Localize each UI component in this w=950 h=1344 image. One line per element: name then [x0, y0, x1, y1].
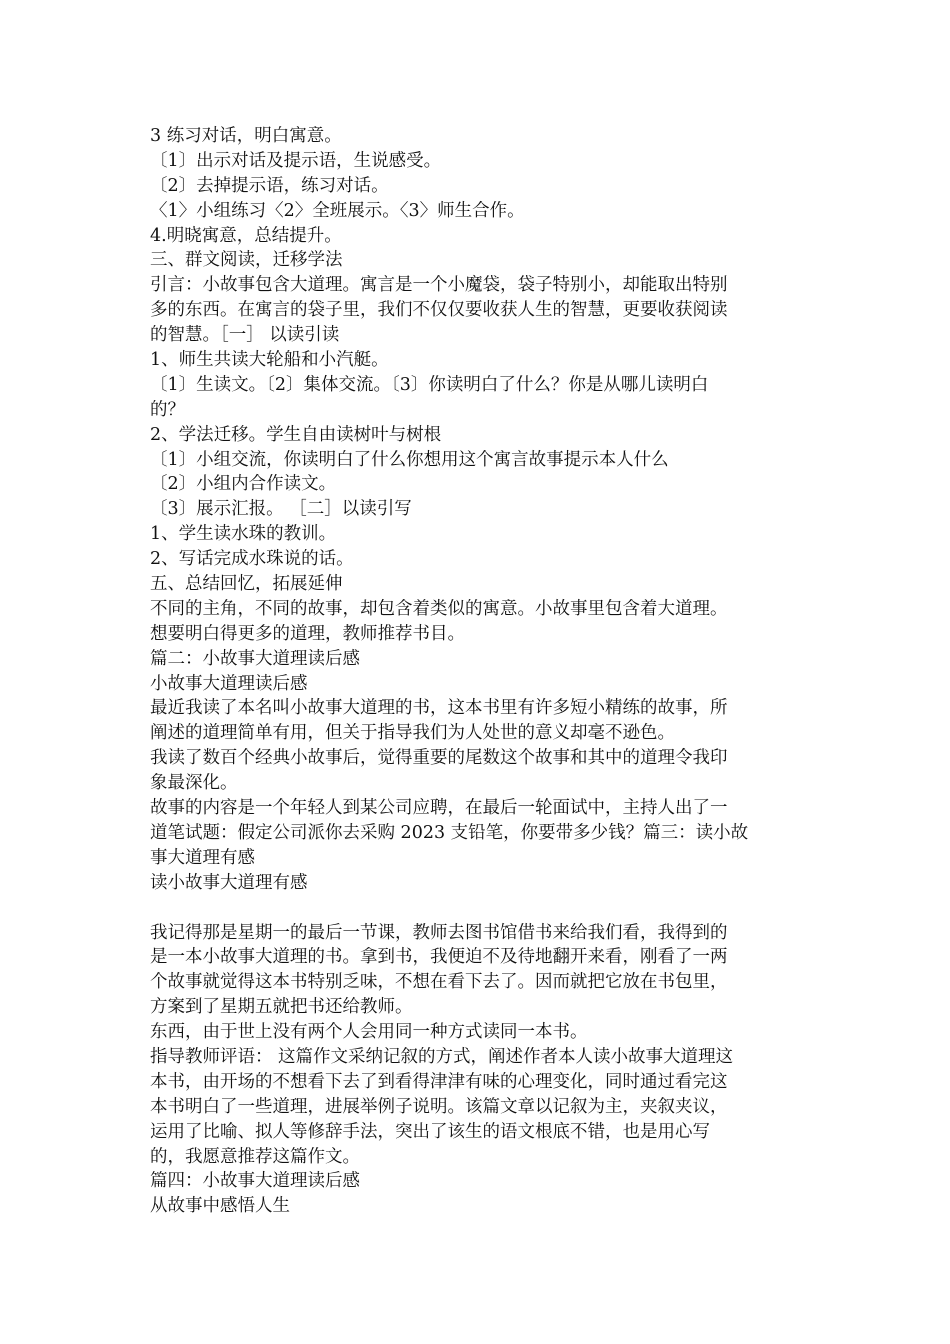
- text-line: 最近我读了本名叫小故事大道理的书，这本书里有许多短小精练的故事，所: [150, 698, 728, 719]
- text-line: 象最深化。: [150, 773, 238, 794]
- article-title: 从故事中感悟人生: [150, 1196, 290, 1217]
- blank-line: [150, 896, 800, 921]
- text-line: 1、学生读水珠的教训。: [150, 524, 337, 545]
- text-line: 本书明白了一些道理，进展举例子说明。该篇文章以记叙为主，夹叙夹议，: [150, 1096, 728, 1117]
- text-line: 2、写话完成水珠说的话。: [150, 549, 354, 570]
- text-line: 〔1〕小组交流，你读明白了什么你想用这个寓言故事提示本人什么: [150, 449, 669, 470]
- text-line: 个故事就觉得这本书特别乏味，不想在看下去了。因而就把它放在书包里，: [150, 972, 728, 993]
- text-line: 指导教师评语： 这篇作文采纳记叙的方式，阐述作者本人读小故事大道理这: [150, 1046, 734, 1067]
- text-line: 想要明白得更多的道理，教师推荐书目。: [150, 623, 465, 644]
- text-line: 多的东西。在寓言的袋子里，我们不仅仅要收获人生的智慧，更要收获阅读: [150, 300, 728, 321]
- text-line: 4.明晓寓意，总结提升。: [150, 225, 342, 246]
- article-heading: 篇二：小故事大道理读后感: [150, 648, 360, 669]
- text-line: 3 练习对话，明白寓意。: [150, 126, 342, 146]
- article-heading: 篇四：小故事大道理读后感: [150, 1171, 360, 1192]
- text-line: 〔3〕展示汇报。 ［二］以读引写: [150, 499, 412, 520]
- text-line: 我记得那是星期一的最后一节课，教师去图书馆借书来给我们看，我得到的: [150, 922, 728, 943]
- section-heading: 五、总结回忆，拓展延伸: [150, 574, 343, 595]
- text-line: 2、学法迁移。学生自由读树叶与树根: [150, 424, 442, 445]
- text-line: 是一本小故事大道理的书。拿到书，我便迫不及待地翻开来看，刚看了一两: [150, 947, 728, 968]
- text-line: 阐述的道理简单有用，但关于指导我们为人处世的意义却毫不逊色。: [150, 723, 675, 744]
- article-title: 小故事大道理读后感: [150, 673, 308, 694]
- text-line: 东西，由于世上没有两个人会用同一种方式读同一本书。: [150, 1022, 588, 1043]
- text-line: 本书，由开场的不想看下去了到看得津津有味的心理变化，同时通过看完这: [150, 1071, 728, 1092]
- text-line: 方案到了星期五就把书还给教师。: [150, 997, 413, 1018]
- text-line: 运用了比喻、拟人等修辞手法，突出了该生的语文根底不错，也是用心写: [150, 1121, 710, 1142]
- text-line: 〔2〕小组内合作读文。: [150, 474, 337, 495]
- document-body: [150, 124, 800, 1219]
- section-heading: 三、群文阅读，迁移学法: [150, 250, 343, 271]
- text-line: 我读了数百个经典小故事后，觉得重要的尾数这个故事和其中的道理令我印: [150, 748, 728, 769]
- text-line: 〔1〕出示对话及提示语，生说感受。: [150, 150, 442, 171]
- text-line: 故事的内容是一个年轻人到某公司应聘，在最后一轮面试中，主持人出了一: [150, 798, 728, 819]
- text-line: 1、师生共读大轮船和小汽艇。: [150, 350, 389, 371]
- text-line: 不同的主角，不同的故事，却包含着类似的寓意。小故事里包含着大道理。: [150, 598, 728, 619]
- text-line: 引言：小故事包含大道理。寓言是一个小魔袋，袋子特别小，却能取出特别: [150, 275, 728, 296]
- text-line: 的，我愿意推荐这篇作文。: [150, 1146, 360, 1167]
- article-title: 读小故事大道理有感: [150, 872, 308, 893]
- text-line: 事大道理有感: [150, 847, 255, 868]
- text-line: 的？: [150, 399, 185, 420]
- text-line: 〔1〕生读文。〔2〕集体交流。〔3〕你读明白了什么？你是从哪儿读明白: [150, 374, 709, 395]
- text-line: 〈1〉小组练习〈2〉全班展示。〈3〉师生合作。: [150, 200, 525, 221]
- text-line: 道笔试题：假定公司派你去采购 2023 支铅笔，你要带多少钱？篇三：读小故: [150, 822, 749, 843]
- text-line: 的智慧。［一］ 以读引读: [150, 325, 340, 346]
- text-line: 〔2〕去掉提示语，练习对话。: [150, 175, 389, 196]
